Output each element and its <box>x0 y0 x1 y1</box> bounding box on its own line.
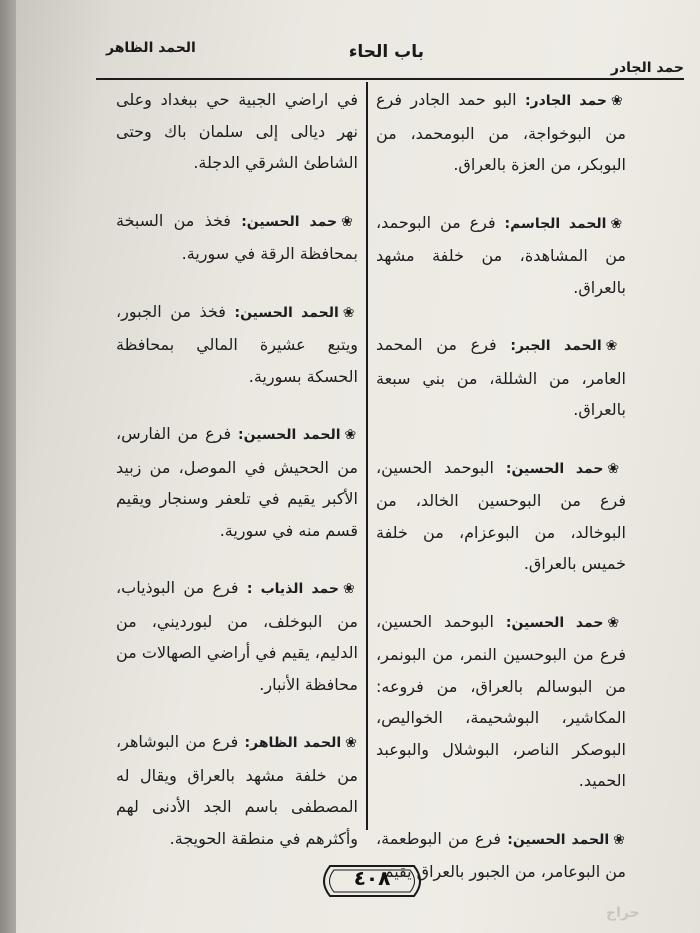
entry <box>376 452 626 580</box>
entry-name: الحمد الحسين: <box>507 831 610 848</box>
header-rule <box>96 78 684 80</box>
book-page <box>16 0 700 933</box>
flower-icon: ❀ <box>607 460 626 477</box>
flower-icon: ❀ <box>613 831 626 848</box>
entry-continuation <box>116 84 358 179</box>
entry-name: حمد الذياب : <box>246 581 340 597</box>
entry <box>116 205 358 270</box>
entry-text: فرع من الفارس، من الححيش في الموصل، من زبيد الأكبر يقيم في تلعفر وسنجار ويقيم قسم منه في سورية. <box>116 424 358 540</box>
right-column <box>376 84 626 914</box>
entry-name: حمد الحسين: <box>505 614 604 631</box>
entry <box>116 572 358 700</box>
entry-name: الحمد الحسين: <box>238 427 341 443</box>
flower-icon: ❀ <box>345 735 358 751</box>
entry-text: فرع من البوذياب، من البوخلف، من لبورديني، من الدليم، يقيم في أراضي الصهالات من محافظة الأنبار. <box>116 578 358 694</box>
page-number: ٤٠٨ <box>353 866 391 890</box>
entry <box>376 207 626 304</box>
entry <box>376 606 626 797</box>
entry-name: الحمد الجاسم: <box>504 215 607 232</box>
flower-icon: ❀ <box>605 338 626 354</box>
flower-icon: ❀ <box>610 93 626 109</box>
entry-name: حمد الحسين: <box>241 213 338 230</box>
entry-text: البوحمد الحسين، فرع من البوحسين الخالد، من البوخالد، من البوعزام، من خلفة خميس بالعراق. <box>376 457 626 573</box>
flower-icon: ❀ <box>341 213 358 230</box>
entry <box>116 418 358 546</box>
entry-text: فرع من البوحمد، من المشاهدة، من خلفة مشهد بالعراق. <box>376 212 626 297</box>
flower-icon: ❀ <box>610 215 626 232</box>
entry-text: فخذ من السبخة بمحافظة الرقة في سورية. <box>116 210 358 263</box>
entry-name: الحمد الحسين: <box>234 304 339 321</box>
entry-name: الحمد الظاهر: <box>244 735 342 751</box>
running-header <box>86 40 684 76</box>
entry <box>376 84 626 181</box>
entry-name: الحمد الجبر: <box>510 338 602 354</box>
entry-text: البوحمد الحسين، فرع من البوحسين النمر، من البونمر، من البوسالم بالعراق، من فروعه: المكاشير، البوشحيمة، الخواليص، البوصكر الناصر، البوشلال والبوعبد الحميد. <box>376 611 626 790</box>
watermark-logo: حراج <box>606 905 640 921</box>
entry-text: فرع من البوشاهر، من خلفة مشهد بالعراق ويقال له المصطفى باسم الجد الأدنى لهم وأكثرهم في منطقة الحويجة. <box>116 732 358 848</box>
entry-name: حمد الجادر: <box>524 93 607 109</box>
left-column <box>116 84 358 880</box>
entry <box>116 296 358 393</box>
entry-text: فرع من المحمد العامر، من الشللة، من بني سبعة بالعراق. <box>376 335 626 419</box>
header-last-entry: الحمد الظاهر <box>106 40 196 56</box>
entry-name: حمد الحسين: <box>505 460 604 477</box>
header-first-entry: حمد الجادر <box>610 60 684 76</box>
chapter-title: باب الحاء <box>348 42 424 62</box>
entry-text: البو حمد الجادر فرع من البوخواجة، من البومحمد، من البوبكر، من العزة بالعراق. <box>376 90 626 174</box>
entry-text: في اراضي الجبية حي ببغداد وعلى نهر ديالى إلى سلمان باك وحتى الشاطئ الشرقي الدجلة. <box>116 90 358 172</box>
entry-text: فخذ من الجبور، ويتبع عشيرة المالي بمحافظة الحسكة بسورية. <box>116 301 358 386</box>
entry <box>376 329 626 426</box>
column-divider <box>366 82 368 830</box>
entry-text: فرع من البوطعمة، من البوعامر، من الجبور بالعراق يقيم <box>376 828 626 881</box>
flower-icon: ❀ <box>607 614 626 631</box>
entry <box>116 726 358 854</box>
page-number-cartouche <box>316 862 428 900</box>
flower-icon: ❀ <box>342 304 358 321</box>
flower-icon: ❀ <box>344 427 359 443</box>
flower-icon: ❀ <box>343 581 359 597</box>
